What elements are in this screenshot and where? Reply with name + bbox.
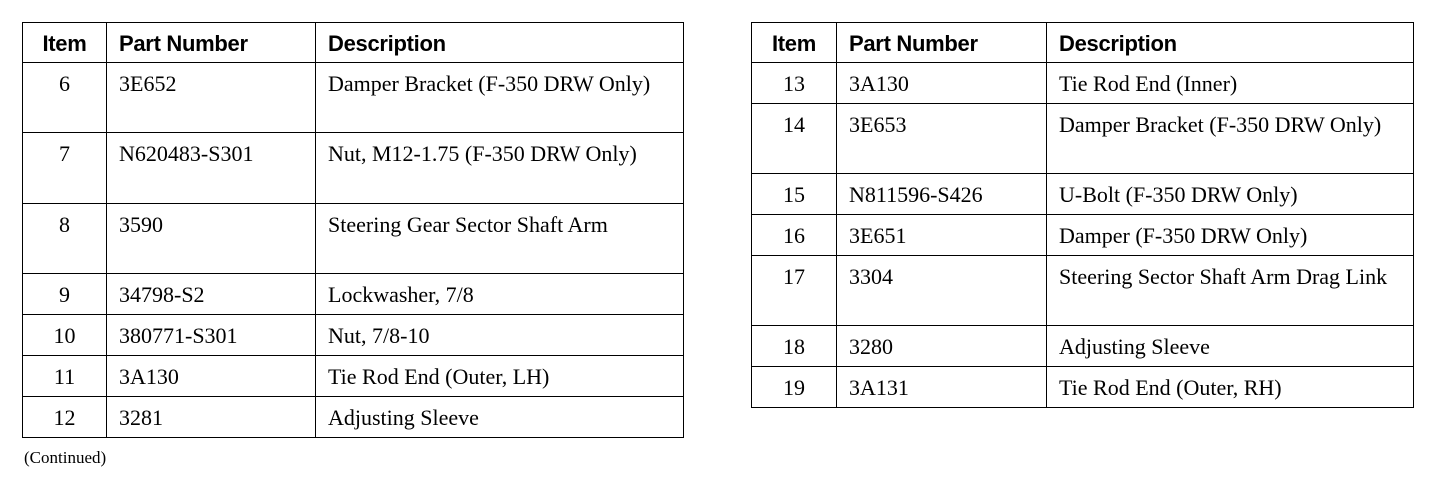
description-cell: Steering Sector Shaft Arm Drag Link bbox=[1047, 256, 1414, 326]
table-row bbox=[23, 63, 684, 133]
description-cell: Adjusting Sleeve bbox=[1047, 326, 1414, 367]
parts-table-left bbox=[22, 22, 684, 438]
continued-note: (Continued) bbox=[24, 448, 107, 467]
table-row bbox=[752, 367, 1414, 408]
item-cell: 16 bbox=[752, 215, 837, 256]
table-row bbox=[23, 356, 684, 397]
table-row bbox=[752, 174, 1414, 215]
table-row bbox=[23, 133, 684, 204]
header-part-number: Part Number bbox=[107, 23, 316, 63]
part-number-cell: N620483-S301 bbox=[107, 133, 316, 204]
header-item: Item bbox=[23, 23, 107, 63]
item-cell: 19 bbox=[752, 367, 837, 408]
header-item: Item bbox=[752, 23, 837, 63]
part-number-cell: 3A130 bbox=[107, 356, 316, 397]
table-row bbox=[752, 326, 1414, 367]
item-cell: 8 bbox=[23, 204, 107, 274]
part-number-cell: 3E652 bbox=[107, 63, 316, 133]
table-row bbox=[23, 397, 684, 438]
header-part-number: Part Number bbox=[837, 23, 1047, 63]
description-cell: Adjusting Sleeve bbox=[316, 397, 684, 438]
item-cell: 17 bbox=[752, 256, 837, 326]
part-number-cell: 3590 bbox=[107, 204, 316, 274]
description-cell: Tie Rod End (Outer, RH) bbox=[1047, 367, 1414, 408]
description-cell: Nut, M12-1.75 (F-350 DRW Only) bbox=[316, 133, 684, 204]
part-number-cell: 3E653 bbox=[837, 104, 1047, 174]
parts-table-right bbox=[751, 22, 1414, 408]
part-number-cell: 3280 bbox=[837, 326, 1047, 367]
description-cell: Damper Bracket (F-350 DRW Only) bbox=[1047, 104, 1414, 174]
table-row bbox=[752, 104, 1414, 174]
part-number-cell: 3A130 bbox=[837, 63, 1047, 104]
table-row bbox=[23, 204, 684, 274]
header-description: Description bbox=[1047, 23, 1414, 63]
description-cell: Tie Rod End (Inner) bbox=[1047, 63, 1414, 104]
table-row bbox=[752, 215, 1414, 256]
part-number-cell: 3E651 bbox=[837, 215, 1047, 256]
item-cell: 11 bbox=[23, 356, 107, 397]
item-cell: 7 bbox=[23, 133, 107, 204]
item-cell: 10 bbox=[23, 315, 107, 356]
table-row bbox=[23, 315, 684, 356]
part-number-cell: 380771-S301 bbox=[107, 315, 316, 356]
description-cell: Damper Bracket (F-350 DRW Only) bbox=[316, 63, 684, 133]
table-row bbox=[752, 256, 1414, 326]
table-row bbox=[23, 274, 684, 315]
item-cell: 14 bbox=[752, 104, 837, 174]
description-cell: Damper (F-350 DRW Only) bbox=[1047, 215, 1414, 256]
item-cell: 15 bbox=[752, 174, 837, 215]
description-cell: Steering Gear Sector Shaft Arm bbox=[316, 204, 684, 274]
part-number-cell: 3281 bbox=[107, 397, 316, 438]
description-cell: U-Bolt (F-350 DRW Only) bbox=[1047, 174, 1414, 215]
table-header-row bbox=[23, 23, 684, 63]
description-cell: Nut, 7/8-10 bbox=[316, 315, 684, 356]
item-cell: 13 bbox=[752, 63, 837, 104]
item-cell: 18 bbox=[752, 326, 837, 367]
item-cell: 12 bbox=[23, 397, 107, 438]
table-header-row bbox=[752, 23, 1414, 63]
description-cell: Lockwasher, 7/8 bbox=[316, 274, 684, 315]
item-cell: 9 bbox=[23, 274, 107, 315]
part-number-cell: N811596-S426 bbox=[837, 174, 1047, 215]
part-number-cell: 34798-S2 bbox=[107, 274, 316, 315]
part-number-cell: 3A131 bbox=[837, 367, 1047, 408]
item-cell: 6 bbox=[23, 63, 107, 133]
header-description: Description bbox=[316, 23, 684, 63]
part-number-cell: 3304 bbox=[837, 256, 1047, 326]
description-cell: Tie Rod End (Outer, LH) bbox=[316, 356, 684, 397]
table-row bbox=[752, 63, 1414, 104]
